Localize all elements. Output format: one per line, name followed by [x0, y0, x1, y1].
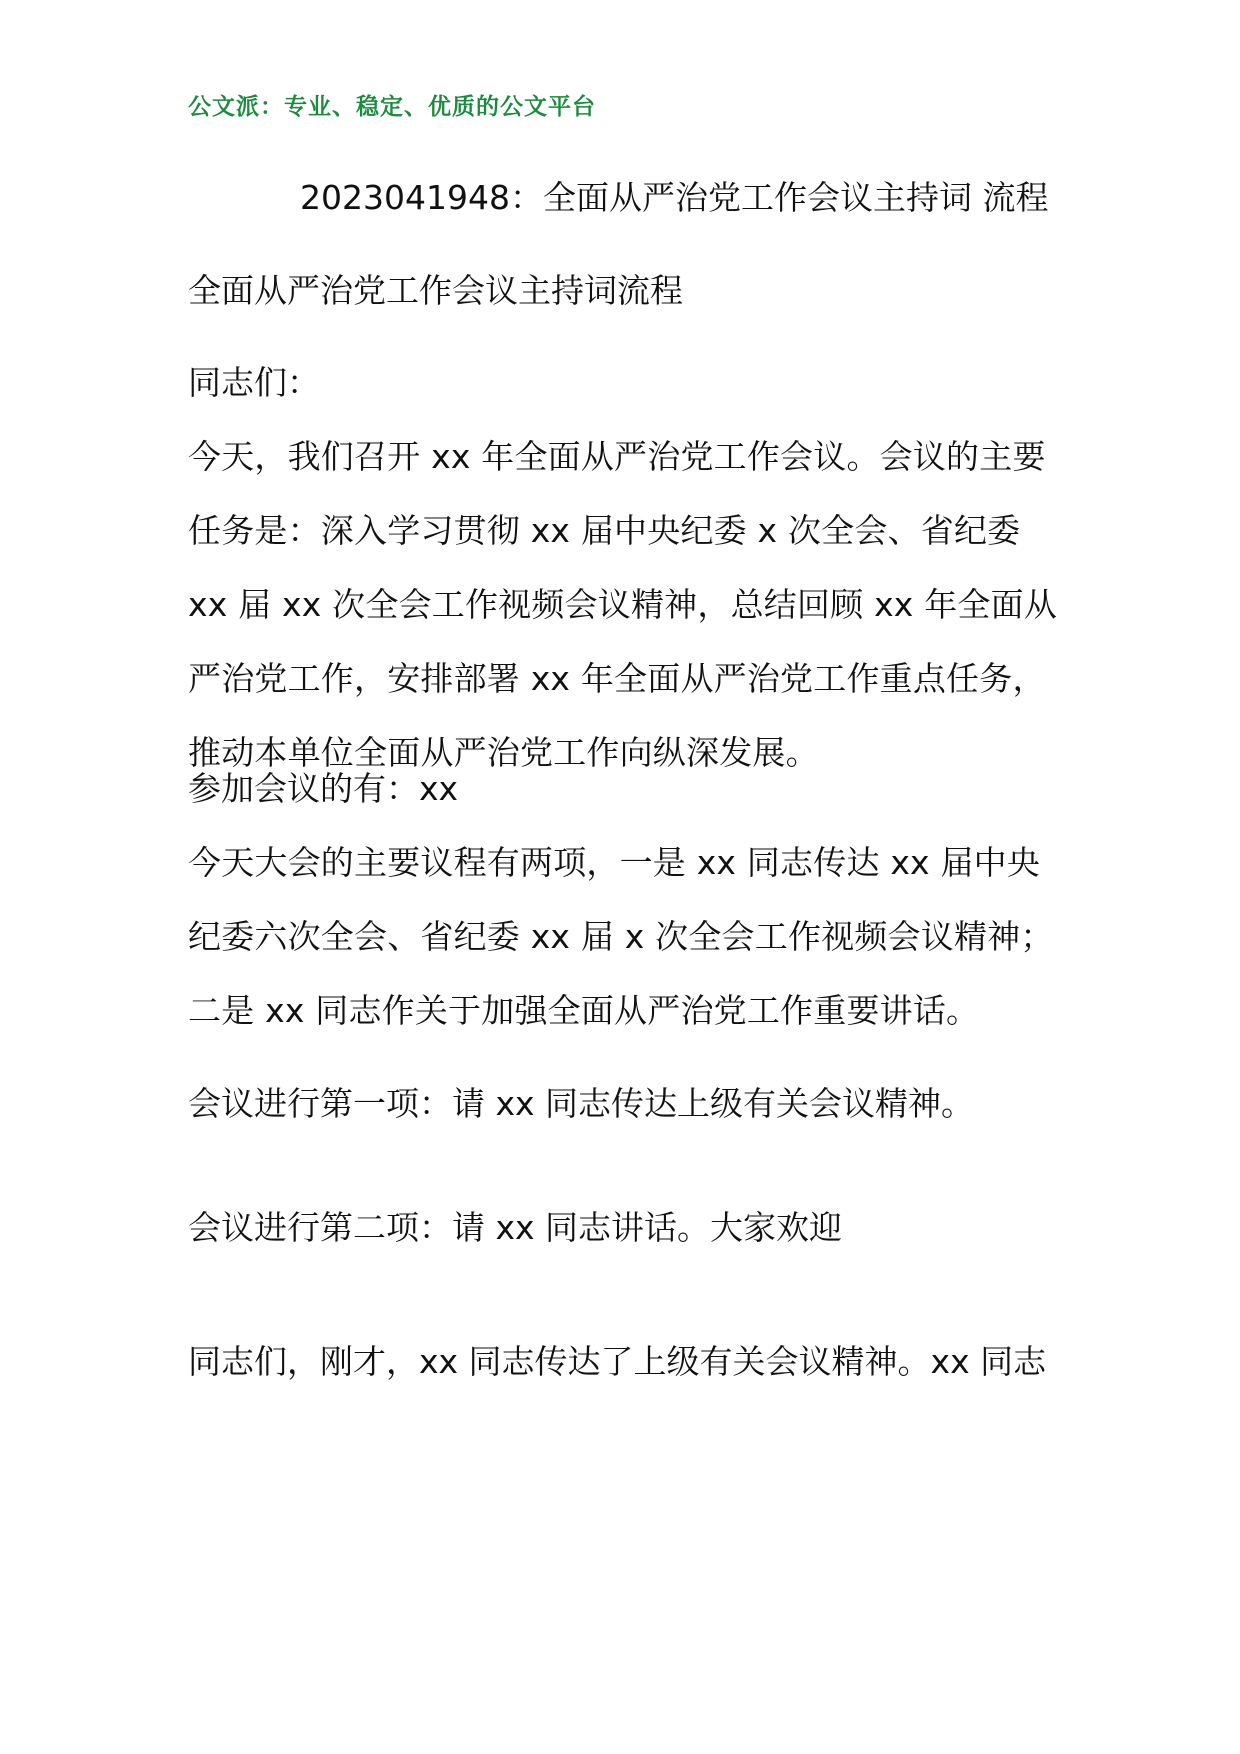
attendees-line: 参加会议的有：xx: [188, 769, 459, 808]
paragraph-meeting-tasks: 今天，我们召开 xx 年全面从严治党工作会议。会议的主要任务是：深入学习贯彻 xx 届中央纪委 x 次全会、省纪委 xx 届 xx 次全会工作视频会议精神，总结回顾 xx 年全面从严治党工作，安排部署 xx 年全面从严治党工作重点任务，推动本单位全面从严治党工作向纵深发展。: [188, 437, 1058, 772]
agenda-item-second: 会议进行第二项：请 xx 同志讲话。大家欢迎: [188, 1208, 843, 1247]
document-title: 2023041948：全面从严治党工作会议主持词 流程: [300, 178, 1049, 217]
agenda-item-first: 会议进行第一项：请 xx 同志传达上级有关会议精神。: [188, 1084, 975, 1123]
header-brand-text: 公文派：专业、稳定、优质的公文平台: [188, 94, 596, 120]
paragraph-closing-start: 同志们，刚才，xx 同志传达了上级有关会议精神。xx 同志: [188, 1342, 1047, 1381]
salutation: 同志们：: [188, 363, 320, 402]
document-subtitle: 全面从严治党工作会议主持词流程: [188, 271, 683, 310]
paragraph-agenda-overview: 今天大会的主要议程有两项，一是 xx 同志传达 xx 届中央纪委六次全会、省纪委 xx 届 x 次全会工作视频会议精神；二是 xx 同志作关于加强全面从严治党工作重要讲话。: [188, 843, 1054, 1030]
